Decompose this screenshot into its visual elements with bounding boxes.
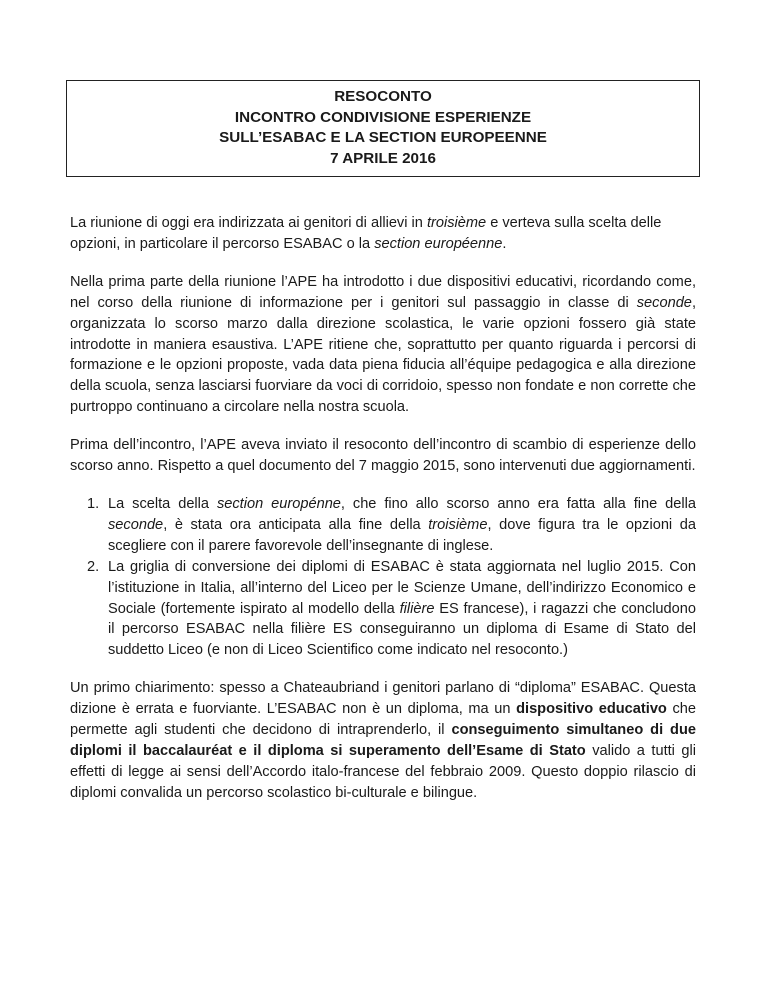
title-line-2: INCONTRO CONDIVISIONE ESPERIENZE (234, 108, 532, 126)
text-run-bold: conseguimento simultaneo di due diplomi il baccalauréat e il diploma si superamento dell’Esame di Stato (70, 722, 696, 759)
paragraph-previous-report (70, 435, 696, 477)
text-run-bold: dispositivo educativo (516, 701, 667, 718)
text-run: , che fino allo scorso anno era fatta alla fine della (340, 495, 696, 512)
text-run: Prima dell’incontro, l’APE aveva inviato il resoconto dell’incontro di scambio di esperienze dello scorso anno. Rispetto a quel documento del 7 maggio 2015, sono intervenuti due aggiornamenti. (70, 437, 696, 475)
text-run: ES francese), i ragazzi che concludono il percorso ESABAC nella filière ES conseguiranno un diploma di Esame di Stato del suddetto Liceo (e non di Liceo Scientifico come indicato nel resoconto.) (108, 600, 696, 659)
list-number: 2. (87, 558, 100, 575)
text-run-italic: seconde (636, 294, 692, 311)
paragraph-clarification (70, 678, 696, 803)
text-run: . (502, 235, 507, 252)
text-run: La riunione di oggi era indirizzata ai genitori di allievi in (70, 215, 427, 231)
list-item (87, 494, 696, 557)
document-body (70, 213, 696, 804)
text-run-italic: section européenne (374, 235, 503, 252)
text-run: Un primo chiarimento: spesso a Chateaubriand i genitori parlano di “diploma” ESABAC. Questa dizione è errata e fuorviante. L’ESABAC non è un diploma, ma un (70, 680, 696, 718)
text-run: La griglia di conversione dei diplomi di ESABAC è stata aggiornata nel luglio 2015. Con l’istituzione in Italia, all’interno del Liceo per le Scienze Umane, dell’indirizzo Economico e Sociale (fortemente ispirato al modello della (108, 558, 696, 617)
text-run: e verteva sulla scelta delle opzioni, in particolare il percorso ESABAC o la (70, 215, 662, 252)
list-number: 1. (87, 495, 100, 512)
text-run-italic: troisième (426, 215, 487, 231)
updates-list (70, 494, 696, 661)
title-line-3: SULL’ESABAC E LA SECTION EUROPEENNE (219, 129, 547, 146)
title-line-1: RESOCONTO (334, 88, 432, 105)
text-run: valido a tutti gli effetti di legge ai sensi dell’Accordo italo-francese del febbraio 2009. Questo doppio rilascio di diplomi convalida un percorso scolastico bi-culturale e bilingue. (70, 742, 697, 801)
text-run: , dove figura tra le opzioni da scegliere con il parere favorevole dell’insegnante di inglese. (108, 516, 696, 554)
paragraph-ape (70, 272, 696, 418)
text-run: , organizzata lo scorso marzo dalla direzione scolastica, le varie opzioni fossero già state introdotte in maniera esaustiva. L’APE ritiene che, soprattutto per quanto riguarda i percorsi di formazione e le opzioni proposte, vada data piena fiducia all’équipe pedagogica e alla direzione della scuola, senza lasciarsi fuorviare da voci di corridoio, spesso non fondate e non corrette che purtroppo continuano a circolare nella nostra scuola. (70, 294, 696, 416)
text-run: Nella prima parte della riunione l’APE ha introdotto i due dispositivi educativi, ricordando come, nel corso della riunione di informazione per i genitori sul passaggio in classe di (70, 273, 696, 311)
text-run: che permette agli studenti che decidono di intraprenderlo, il (70, 701, 696, 739)
text-run-italic: section europénne (216, 495, 341, 512)
paragraph-intro (70, 213, 696, 255)
document-page (70, 80, 696, 821)
text-run: La scelta della (108, 495, 217, 512)
text-run-italic: seconde (108, 516, 164, 533)
text-run: , è stata ora anticipata alla fine della (163, 516, 429, 533)
text-run-italic: troisième (428, 516, 488, 533)
title-line-4: 7 APRILE 2016 (330, 149, 436, 167)
title-box (66, 80, 700, 177)
text-run-italic: filière (399, 600, 435, 617)
list-item (87, 557, 696, 662)
